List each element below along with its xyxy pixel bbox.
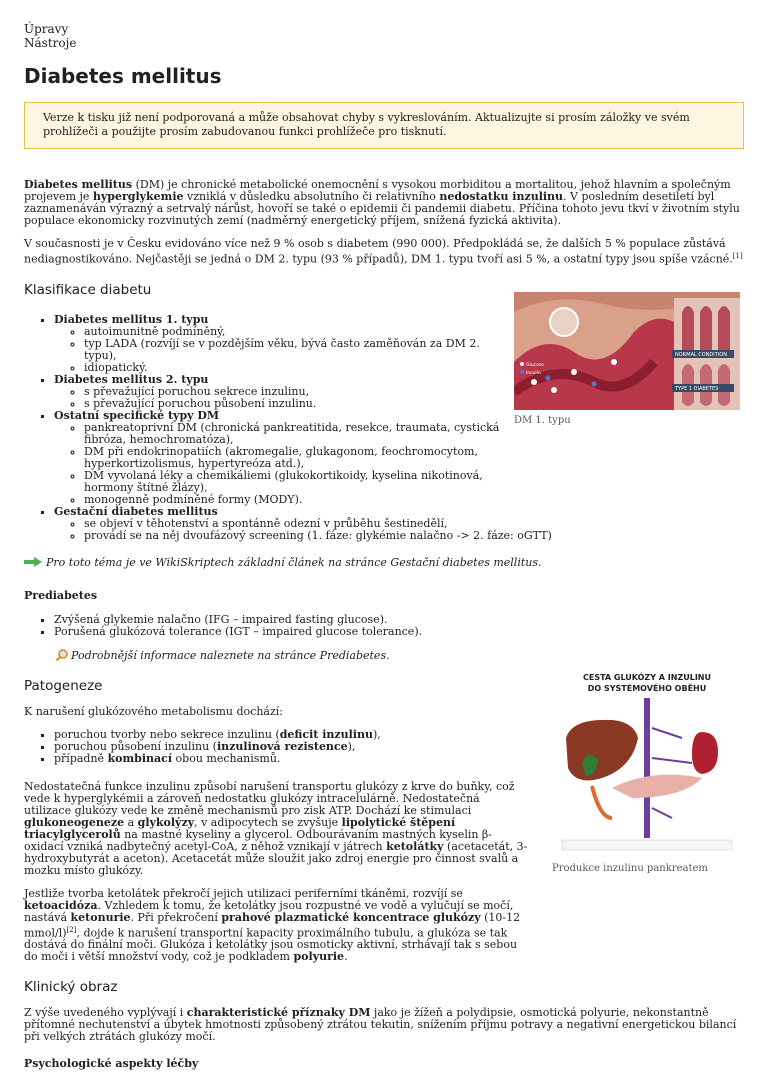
list-item: ◦ monogenně podmíněné formy (MODY).	[84, 494, 514, 506]
list-item: ◦ se objeví v těhotenství a spontánně odezní v průběhu šestinedělí,	[84, 518, 604, 530]
figure-title-1: CESTA GLUKÓZY A INZULINU	[582, 673, 712, 682]
dm1-illustration	[514, 292, 740, 410]
list-item: ▪ Diabetes mellitus 1. typu ◦ autoimunitně podmíněný, ◦ typ LADA (rozvíjí se v pozdějším věku, bývá často zaměňován za DM 2. typu), ◦ idiopatický.	[54, 314, 514, 374]
figure-caption-pancreas: Produkce inzulinu pankreatem	[552, 863, 708, 874]
wiki-reference	[24, 556, 744, 569]
label-normal: NORMAL CONDITION	[675, 352, 727, 358]
list-item: ▪ poruchou tvorby nebo sekrece inzulinu (deficit inzulinu),	[54, 729, 744, 741]
page-title: Diabetes mellitus	[24, 64, 222, 88]
list-item: ◦ autoimunitně podmíněný,	[84, 326, 514, 338]
list-item: ▪ Gestační diabetes mellitus ◦ se objeví v těhotenství a spontánně odezní v průběhu šestinedělí, ◦ provádí se na něj dvoufázový screening (1. fáze: glykémie nalačno -> 2. fáze: oGTT)	[54, 506, 514, 542]
nav-edit-link[interactable]: Úpravy	[24, 22, 69, 36]
pancreas-illustration	[552, 668, 742, 858]
prediabetes-list	[24, 614, 744, 638]
article	[24, 22, 744, 1082]
patogeneze-paragraph-2: Jestliže tvorba ketolátek překročí jejich utilizaci periferními tkáněmi, rozvíjí se ketoacidóza. Vzhledem k tomu, že ketolátky jsou rozpustné ve vodě a vylučují se močí, nastává ketonurie. Při překročení prahové plazmatické koncentrace glukózy (10-12 mmol/l)[2], dojde k narušení transportní kapacity proximálního tubulu, a glukóza se tak dostává do finální moči. Glukóza i ketolátky jsou osmoticky aktivní, strhávají tak s sebou do moči i větší množství vody, což je podkladem polyurie.	[24, 886, 521, 964]
list-item: ◦ DM vyvolaná léky a chemikáliemi (glukokortikoidy, kyselina nikotinová, hormony štítné žlázy),	[84, 470, 514, 494]
patogeneze-paragraph-1: Nedostatečná funkce inzulinu způsobí narušení transportu glukózy z krve do buňky, což vede k hyperglykémii a zároveň nedostatku glukózy intracelulárně. Nedostatečná utilizace glukózy vede ke změně mechanismů pro zisk ATP. Dochází ke stimulaci glukoneogeneze a glykolýzy, v adipocytech se zvyšuje lipolytické štěpení triacylglycerolů na mastné kyseliny a glycerol. Odbourávaním mastných kyselin β-oxidací vzniká nadbytečný acetyl-CoA, z něhož vznikají v játrech ketolátky (acetacetát, 3-hydroxybutyrát a aceton). Acetacetát může sloužit jako zdroj energie pro činnost svalů a mozku místo glukózy.	[24, 779, 528, 877]
klinicky-paragraph: Z výše uvedeného vyplývají i charakteristické příznaky DM jako je žížeň a polydipsie, osmotická polyurie, nekonstantně přítomné nechutenství a úbytek hmotnosti způsobený ztrátou tekutin, snížením příjmu potravy a negativní energetickou bilancí při velkých ztrátách glukózy močí.	[24, 1006, 737, 1044]
list-item: ◦ provádí se na něj dvoufázový screening (1. fáze: glykémie nalačno -> 2. fáze: oGTT)	[84, 530, 604, 542]
figure-dm1	[514, 292, 740, 426]
list-item: ◦ s převažující poruchou sekrece inzulinu,	[84, 386, 514, 398]
list-item: ▪ poruchou působení inzulinu (inzulinová rezistence),	[54, 741, 744, 753]
subsection-heading-psych: Psychologické aspekty léčby	[24, 1057, 199, 1071]
list-item: ▪ Ostatní specifické typy DM ◦ pankreatoprivní DM (chronická pankreatitida, resekce, traumata, cystická fibróza, hemochromatóza), ◦ DM při endokrinopatiích (akromegalie, glukagonom, feochromocytom, hyperkortizolismus, hypertyreóza atd.), ◦ DM vyvolaná léky a chemikáliemi (glukokortikoidy, kyselina nikotinová, hormony štítné žlázy), ◦ monogenně podmíněné formy (MODY).	[54, 410, 514, 506]
section-heading-patogeneze: Patogeneze	[24, 677, 103, 694]
wiki-reference-link[interactable]: Pro toto téma je ve WikiSkriptech základní článek na stránce Gestační diabetes mellitus.	[46, 555, 542, 569]
list-item: ◦ DM při endokrinopatiích (akromegalie, glukagonom, feochromocytom, hyperkortizolismus, hypertyreóza atd.),	[84, 446, 514, 470]
see-more-prediabetes	[56, 649, 744, 662]
label-glucose: Glucose	[526, 363, 544, 368]
ref-2[interactable]: [2]	[66, 925, 77, 934]
subsection-heading-prediabetes: Prediabetes	[24, 588, 98, 602]
nav-tools-link[interactable]: Nástroje	[24, 36, 77, 50]
magnifier-icon	[56, 649, 68, 661]
list-item: ◦ s převažující poruchou působení inzulinu.	[84, 398, 514, 410]
label-type1: TYPE 1 DIABETES	[675, 386, 719, 392]
list-item: ◦ idiopatický.	[84, 362, 514, 374]
figure-title-2: DO SYSTÉMOVÉHO OBĚHU	[587, 684, 707, 693]
term-dm: Diabetes mellitus	[24, 178, 133, 191]
list-item: ▪ Zvýšená glykemie nalačno (IFG – impaired fasting glucose).	[54, 614, 744, 626]
label-insulin: Insulin	[526, 371, 541, 376]
figure-pancreas	[552, 668, 742, 874]
figure-caption-dm1: DM 1. typu	[514, 415, 571, 426]
patogeneze-intro: K narušení glukózového metabolismu dochází:	[24, 704, 283, 718]
list-item: ▪ Diabetes mellitus 2. typu ◦ s převažující poruchou sekrece inzulinu, ◦ s převažující poruchou působení inzulinu.	[54, 374, 514, 410]
section-heading-klinicky: Klinický obraz	[24, 979, 118, 996]
intro-paragraph-1: Diabetes mellitus (DM) je chronické metabolické onemocnění s vysokou morbiditou a mortalitou, jehož hlavním a společným projevem je hyperglykemie vzniklá v důsledku absolutního či relativního nedostatku inzulinu. V posledním desetiletí byl zaznamenáván výrazný a setrvalý nárůst, hovoří se také o epidemii či pandemii diabetu. Příčina tohoto jevu tkví v životním stylu populace ekonomicky rozvinutých zemí (nadměrný energetický příjem, snížená fyzická aktivita).	[24, 178, 740, 227]
top-nav	[24, 22, 744, 50]
prediabetes-link[interactable]: Podrobnější informace naleznete na stránce Prediabetes.	[71, 648, 390, 662]
list-item: ▪ případně kombinací obou mechanismů.	[54, 753, 744, 765]
list-item: ◦ pankreatoprivní DM (chronická pankreatitida, resekce, traumata, cystická fibróza, hemochromatóza),	[84, 422, 514, 446]
print-notice: Verze k tisku již není podporovaná a může obsahovat chyby s vykreslováním. Aktualizujte si prosím záložky ve svém prohlížeči a použijte prosím zabudovanou funkci prohlížeče pro tisknutí.	[24, 102, 744, 149]
intro-paragraph-2: V současnosti je v Česku evidováno více než 9 % osob s diabetem (990 000). Předpokládá se, že dalších 5 % populace zůstává nediagnostikováno. Nejčastěji se jedná o DM 2. typu (93 % případů), DM 1. typu tvoří asi 5 %, a ostatní typy jsou spíše vzácné.[1]	[24, 237, 743, 266]
section-heading-klasifikace: Klasifikace diabetu	[24, 281, 152, 298]
arrow-right-icon	[24, 557, 42, 567]
list-item: ▪ Porušená glukózová tolerance (IGT – impaired glucose tolerance).	[54, 626, 744, 638]
ref-1[interactable]: [1]	[732, 252, 743, 260]
list-item: ◦ typ LADA (rozvíjí se v pozdějším věku, bývá často zaměňován za DM 2. typu),	[84, 338, 514, 362]
